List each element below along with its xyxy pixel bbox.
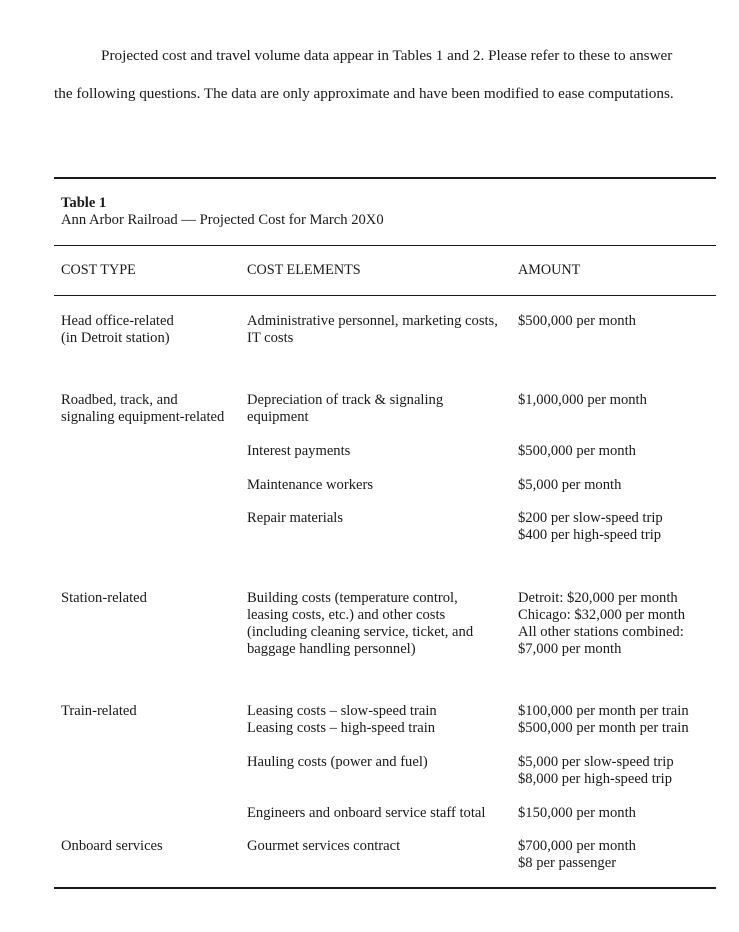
head-office-amount: $500,000 per month	[518, 313, 636, 329]
header-top-rule	[54, 245, 716, 246]
table-bottom-rule	[54, 887, 716, 889]
roadbed-type-line2: signaling equipment-related	[61, 409, 225, 425]
station-elements-line2: leasing costs, etc.) and other costs	[247, 607, 446, 623]
roadbed-type-line1: Roadbed, track, and	[61, 392, 178, 408]
table-top-rule	[54, 177, 716, 179]
station-amount-line3: All other stations combined:	[518, 624, 684, 640]
train-type: Train-related	[61, 703, 137, 719]
leasing-amount-line2: $500,000 per month per train	[518, 720, 689, 736]
onboard-element: Gourmet services contract	[247, 838, 401, 854]
head-office-elements-line2: IT costs	[247, 330, 294, 346]
leasing-line1: Leasing costs – slow-speed train	[247, 703, 437, 719]
onboard-amount-line1: $700,000 per month	[518, 838, 636, 854]
station-amount-line1: Detroit: $20,000 per month	[518, 590, 678, 606]
header-bottom-rule	[54, 295, 716, 296]
head-office-elements-line1: Administrative personnel, marketing costs,	[247, 313, 498, 329]
hauling-label: Hauling costs (power and fuel)	[247, 754, 428, 770]
interest-amount: $500,000 per month	[518, 443, 636, 459]
engineers-label: Engineers and onboard service staff total	[247, 805, 486, 821]
station-elements-line3: (including cleaning service, ticket, and	[247, 624, 474, 640]
engineers-amount: $150,000 per month	[518, 805, 636, 821]
station-amount-line2: Chicago: $32,000 per month	[518, 607, 685, 623]
depreciation-amount: $1,000,000 per month	[518, 392, 647, 408]
header-amount: AMOUNT	[518, 262, 581, 278]
station-elements-line1: Building costs (temperature control,	[247, 590, 458, 606]
table-label: Table 1	[61, 195, 107, 211]
onboard-type: Onboard services	[61, 838, 163, 854]
repair-amount-line1: $200 per slow-speed trip	[518, 510, 663, 526]
head-office-type-line2: (in Detroit station)	[61, 330, 170, 346]
leasing-amount-line1: $100,000 per month per train	[518, 703, 689, 719]
repair-amount-line2: $400 per high-speed trip	[518, 527, 662, 543]
depreciation-line1: Depreciation of track & signaling	[247, 392, 444, 408]
table-title: Ann Arbor Railroad — Projected Cost for March 20X0	[61, 212, 384, 228]
header-cost-elements: COST ELEMENTS	[247, 262, 361, 278]
intro-paragraph: Projected cost and travel volume data appear in Tables 1 and 2. Please refer to these to answer the following questions. The data are only approximate and have been modified to ease computations.	[54, 47, 674, 102]
maintenance-amount: $5,000 per month	[518, 477, 622, 493]
depreciation-line2: equipment	[247, 409, 309, 425]
onboard-amount-line2: $8 per passenger	[518, 855, 617, 871]
repair-label: Repair materials	[247, 510, 344, 526]
head-office-type-line1: Head office-related	[61, 313, 174, 329]
station-type: Station-related	[61, 590, 147, 606]
station-elements-line4: baggage handling personnel)	[247, 641, 416, 657]
maintenance-label: Maintenance workers	[247, 477, 374, 493]
hauling-amount-line2: $8,000 per high-speed trip	[518, 771, 673, 787]
hauling-amount-line1: $5,000 per slow-speed trip	[518, 754, 674, 770]
leasing-line2: Leasing costs – high-speed train	[247, 720, 436, 736]
station-amount-line4: $7,000 per month	[518, 641, 622, 657]
interest-label: Interest payments	[247, 443, 351, 459]
header-cost-type: COST TYPE	[61, 262, 136, 278]
